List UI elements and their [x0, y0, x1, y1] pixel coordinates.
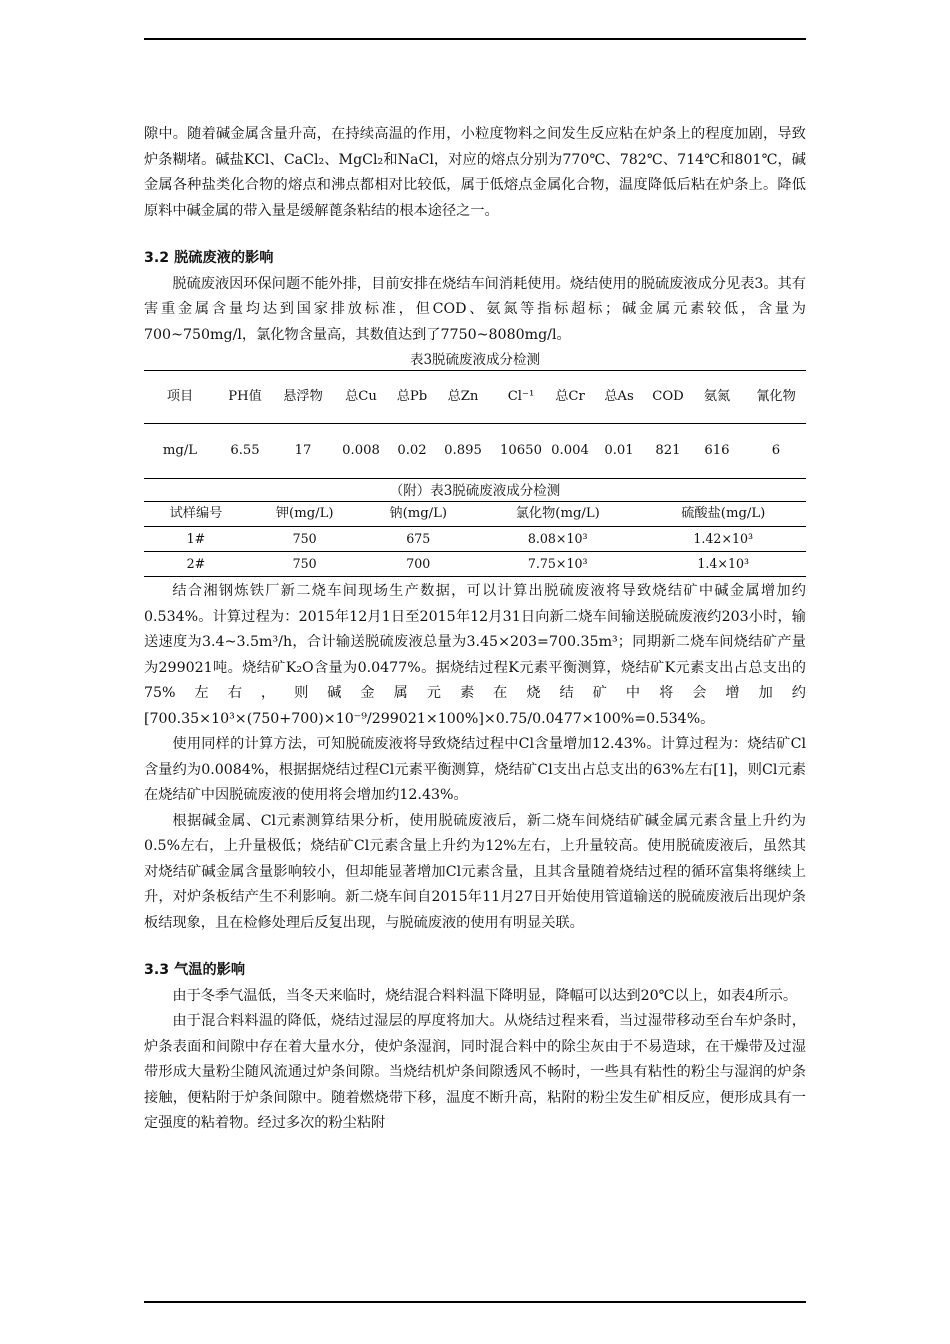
table3-header: Cl⁻¹	[507, 389, 535, 404]
appendix-cell: 700	[406, 556, 431, 571]
table3-header: 氰化物	[756, 389, 796, 404]
appendix-cell: 750	[292, 556, 317, 571]
table3-cell: 17	[294, 443, 312, 458]
appendix-header: 钾(mg/L)	[248, 502, 362, 527]
table3	[144, 370, 806, 479]
table3-header: 项目	[166, 389, 194, 404]
section-heading-3-2: 3.2 脱硫废液的影响	[144, 250, 274, 266]
section-3-2-paragraph-3: 使用同样的计算方法，可知脱硫废液将导致烧结过程中Cl含量增加12.43%。计算过程为：烧结矿Cl含量约为0.0084%，根据据烧结过程Cl元素平衡测算，烧结矿Cl支出占总支出的63%左右[1]，则Cl元素在烧结矿中因脱硫废液的使用将会增加约12.43%。	[144, 736, 806, 803]
table3-cell: mg/L	[162, 443, 198, 458]
page-body	[144, 122, 806, 1137]
appendix-table-caption: （附）表3脱硫废液成分检测	[389, 483, 561, 499]
table3-cell: 0.895	[444, 443, 482, 458]
table3-cell: 0.008	[342, 443, 380, 458]
appendix-cell: 675	[361, 527, 475, 552]
appendix-cell: 1#	[144, 527, 248, 552]
table3-cell: 6	[771, 443, 781, 458]
appendix-header: 试样编号	[144, 502, 248, 527]
table3-cell: 0.004	[551, 443, 589, 458]
table3-header: 总Cu	[345, 389, 377, 404]
appendix-header: 硫酸盐(mg/L)	[640, 502, 806, 527]
table3-header: 总Pb	[396, 389, 428, 404]
table3-cell: 616	[704, 443, 730, 458]
table3-header: 总Zn	[447, 389, 479, 404]
table3-header: 总As	[604, 389, 634, 404]
table3-cell: 6.55	[230, 443, 260, 458]
table3-header: COD	[652, 389, 684, 404]
section-heading-3-3: 3.3 气温的影响	[144, 962, 246, 978]
appendix-header: 氯化物(mg/L)	[475, 502, 641, 527]
appendix-header: 钠(mg/L)	[361, 502, 475, 527]
appendix-cell: 2#	[186, 556, 206, 571]
appendix-cell: 750	[248, 527, 362, 552]
section-3-3-paragraph-2: 由于混合料料温的降低，烧结过湿层的厚度将加大。从烧结过程来看，当过湿带移动至台车炉条时，炉条表面和间隙中存在着大量水分，使炉条湿润，同时混合料中的除尘灰由于不易造球，在干燥带及过湿带形成大量粉尘随风流通过炉条间隙。当烧结机炉条间隙透风不畅时，一些具有粘性的粉尘与湿润的炉条接触，便粘附于炉条间隙中。随着燃烧带下移，温度不断升高，粘附的粉尘发生矿相反应，便形成具有一定强度的粘着物。经过多次的粉尘粘附	[144, 1013, 806, 1131]
section-3-2-paragraph-1: 脱硫废液因环保问题不能外排，目前安排在烧结车间消耗使用。烧结使用的脱硫废液成分见表3。其有害重金属含量均达到国家排放标准，但COD、氨氮等指标超标；碱金属元素较低，含量为700~750mg/l，氯化物含量高，其数值达到了7750~8080mg/l。	[144, 275, 806, 343]
footer-rule	[144, 1301, 806, 1303]
table3-header: 悬浮物	[283, 389, 323, 404]
appendix-cell: 1.42×10³	[640, 527, 806, 552]
header-rule	[144, 38, 806, 40]
section-3-3-paragraph-1: 由于冬季气温低，当冬天来临时，烧结混合料料温下降明显，降幅可以达到20℃以上，如表4所示。	[172, 987, 798, 1004]
appendix-cell: 1.4×10³	[697, 556, 750, 571]
table3-cell: 0.02	[397, 443, 427, 458]
section-3-2-paragraph-4: 根据碱金属、Cl元素测算结果分析，使用脱硫废液后，新二烧车间烧结矿碱金属元素含量上升约为0.5%左右，上升量极低；烧结矿Cl元素含量上升约为12%左右，上升量较高。使用脱硫废液后，虽然其对烧结矿碱金属含量影响较小，但却能显著增加Cl元素含量，且其含量随着烧结过程的循环富集将继续上升，对炉条板结产生不利影响。新二烧车间自2015年11月27日开始使用管道输送的脱硫废液后出现炉条板结现象，且在检修处理后反复出现，与脱硫废液的使用有明显关联。	[144, 812, 806, 931]
table3-cell: 10650	[500, 443, 542, 458]
intro-paragraph: 隙中。随着碱金属含量升高，在持续高温的作用，小粒度物料之间发生反应粘在炉条上的程度加剧，导致炉条糊堵。碱盐KCl、CaCl₂、MgCl₂和NaCl，对应的熔点分别为770℃、782℃、714℃和801℃，碱金属各种盐类化合物的熔点和沸点都相对比较低，属于低熔点金属化合物，温度降低后粘在炉条上。降低原料中碱金属的带入量是缓解蓖条粘结的根本途径之一。	[144, 126, 806, 219]
table3-caption: 表3脱硫废液成分检测	[409, 352, 541, 368]
table3-cell: 0.01	[604, 443, 634, 458]
appendix-cell: 7.75×10³	[527, 556, 588, 571]
table3-header: 氨氮	[703, 389, 731, 404]
appendix-table	[144, 501, 806, 577]
table3-header: 总Cr	[555, 389, 585, 404]
table3-cell: 821	[655, 443, 681, 458]
appendix-cell: 8.08×10³	[475, 527, 641, 552]
table3-header: PH值	[228, 389, 262, 404]
section-3-2-paragraph-2: 结合湘钢炼铁厂新二烧车间现场生产数据，可以计算出脱硫废液将导致烧结矿中碱金属增加约0.534%。计算过程为：2015年12月1日至2015年12月31日向新二烧车间输送脱硫废液约203小时，输送速度为3.4~3.5m³/h，合计输送脱硫废液总量为3.45×203=700.35m³；同期新二烧车间烧结矿产量为299021吨。烧结矿K₂O含量为0.0477%。据烧结过程K元素平衡测算，烧结矿K元素支出占总支出的75%左右，则碱金属元素在烧结矿中将会增加约[700.35×10³×(750+700)×10⁻⁹/299021×100%]×0.75/0.0477×100%=0.534%。	[144, 583, 806, 727]
